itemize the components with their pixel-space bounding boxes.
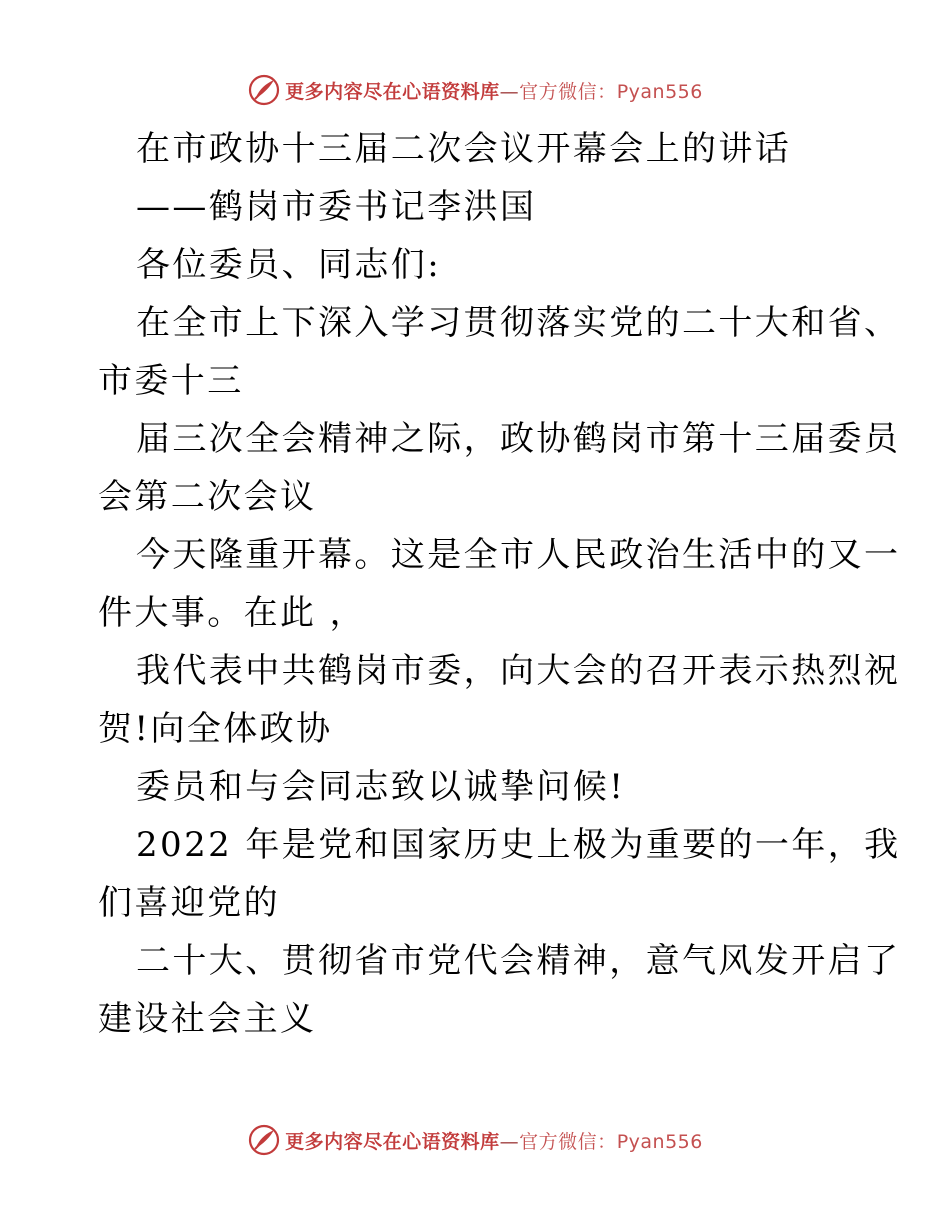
watermark-separator: — bbox=[499, 80, 520, 103]
document-subtitle: ——鹤岗市委书记李洪国 bbox=[136, 187, 537, 227]
paragraph-line: 我代表中共鹤岗市委，向大会的召开表示热烈祝 bbox=[136, 651, 901, 691]
watermark-separator: — bbox=[499, 1130, 520, 1153]
header-watermark bbox=[0, 70, 950, 110]
paragraph-line: 会第二次会议 bbox=[98, 477, 317, 517]
paragraph-line: 二十大、贯彻省市党代会精神，意气风发开启了 bbox=[136, 941, 901, 981]
watermark-brand: 更多内容尽在心语资料库 bbox=[285, 80, 500, 103]
paragraph-line: 委员和与会同志致以诚挚问候! bbox=[136, 767, 626, 807]
quill-logo-icon bbox=[247, 1123, 281, 1157]
paragraph-line: 2022 年是党和国家历史上极为重要的一年，我 bbox=[136, 825, 901, 865]
paragraph-line: 市委十三 bbox=[98, 361, 244, 401]
paragraph-line: 们喜迎党的 bbox=[98, 883, 280, 923]
paragraph-line: 在全市上下深入学习贯彻落实党的二十大和省、 bbox=[136, 303, 901, 343]
paragraph-line: 建设社会主义 bbox=[98, 999, 317, 1039]
watermark-wechat-id: Pyan556 bbox=[616, 80, 703, 103]
watermark-brand: 更多内容尽在心语资料库 bbox=[285, 1130, 500, 1153]
watermark-text bbox=[285, 1127, 703, 1154]
salutation: 各位委员、同志们: bbox=[136, 245, 442, 285]
watermark-wechat-label: 官方微信： bbox=[519, 1130, 617, 1153]
paragraph-line: 今天隆重开幕。这是全市人民政治生活中的又一 bbox=[136, 535, 901, 575]
watermark-text bbox=[285, 77, 703, 104]
watermark-wechat-id: Pyan556 bbox=[616, 1130, 703, 1153]
document-body bbox=[98, 120, 901, 1048]
paragraph-line: 届三次全会精神之际，政协鹤岗市第十三届委员 bbox=[136, 419, 901, 459]
document-title: 在市政协十三届二次会议开幕会上的讲话 bbox=[136, 129, 792, 169]
paragraph-line: 件大事。在此 ， bbox=[98, 593, 367, 633]
watermark-wechat-label: 官方微信： bbox=[519, 80, 617, 103]
paragraph-line: 贺!向全体政协 bbox=[98, 709, 333, 749]
footer-watermark bbox=[0, 1120, 950, 1160]
quill-logo-icon bbox=[247, 73, 281, 107]
